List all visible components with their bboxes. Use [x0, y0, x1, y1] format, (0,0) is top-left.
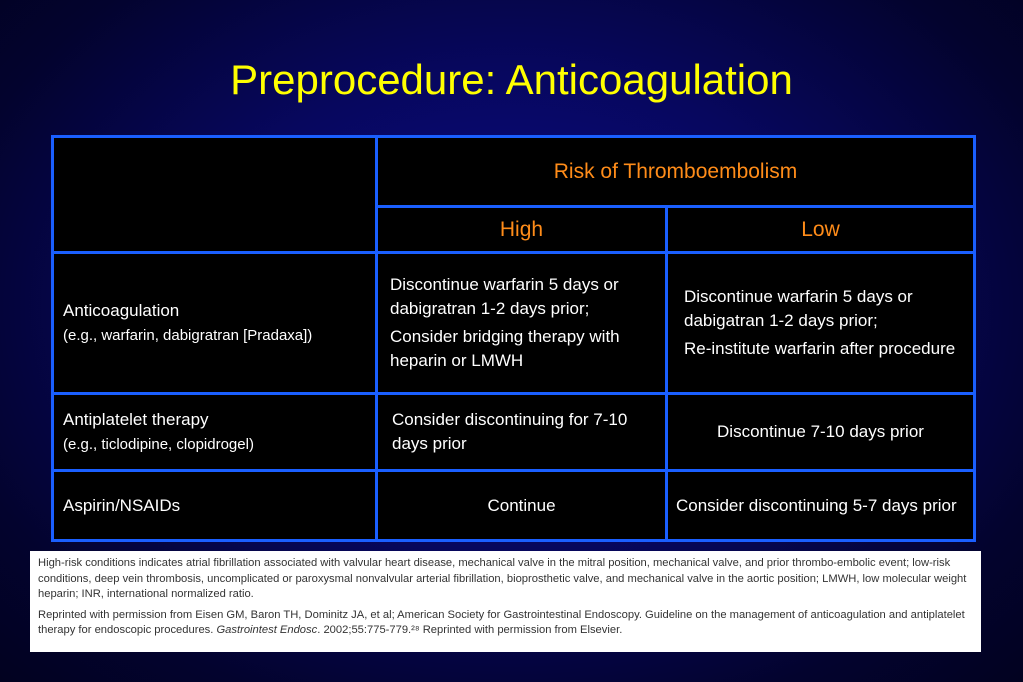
row-label-cell: [53, 471, 377, 541]
high-column-header: High: [377, 207, 667, 253]
cell-paragraph: Discontinue 7-10 days prior: [717, 422, 924, 441]
cell-paragraph: Consider bridging therapy with heparin or LMWH: [390, 327, 620, 370]
low-column-header: Low: [667, 207, 975, 253]
cell-paragraph: Discontinue warfarin 5 days or dabigratran 1-2 days prior;: [390, 275, 619, 318]
high-risk-cell: [377, 471, 667, 541]
anticoagulation-table: [51, 135, 976, 542]
cell-paragraph: Discontinue warfarin 5 days or dabigatran 1-2 days prior;: [684, 287, 913, 330]
table-row-antiplatelet: [53, 394, 975, 471]
header-row-group: [53, 137, 975, 207]
row-sublabel: (e.g., warfarin, dabigratran [Pradaxa]): [63, 327, 313, 344]
row-label: Aspirin/NSAIDs: [63, 495, 181, 515]
row-label: Anticoagulation: [63, 301, 180, 320]
footnote-definitions: High-risk conditions indicates atrial fibrillation associated with valvular heart disease, mechanical valve in the mitral position, mechanical valve, and prior thrombo-embolic event; low-risk conditions, deep vein thrombosis, uncomplicated or paroxysmal nonvalvular arterial fibrillation, bioprosthetic valve, and mechanical valve in the aortic position; LMWH, low molecular weight heparin; INR, international normalized ratio.: [38, 557, 967, 600]
row-label-cell: [53, 253, 377, 394]
row-label: Antiplatelet therapy: [63, 410, 209, 429]
table-row-anticoagulation: [53, 253, 975, 394]
row-label-cell: [53, 394, 377, 471]
low-risk-cell: [667, 471, 975, 541]
blank-corner-cell: [53, 137, 377, 253]
cell-paragraph: Continue: [487, 495, 556, 515]
citation-text: Reprinted with permission from Eisen GM, Baron TH, Dominitz JA, et al; American Society for Gastrointestinal Endoscopy. Guideline on the management of anticoagulation and antiplatelet therapy for endoscopic procedures.: [38, 608, 965, 636]
footnote-box: [30, 551, 981, 652]
low-risk-cell: [667, 394, 975, 471]
citation-journal: Gastrointest Endosc: [216, 624, 318, 636]
cell-paragraph: Re-institute warfarin after procedure: [684, 339, 956, 358]
slide-title: Preprocedure: Anticoagulation: [230, 56, 793, 103]
table-row-aspirin: [53, 471, 975, 541]
high-risk-cell: [377, 394, 667, 471]
cell-paragraph: Consider discontinuing 5-7 days prior: [676, 495, 957, 515]
risk-of-thromboembolism-header: Risk of Thromboembolism: [377, 137, 975, 207]
low-risk-cell: [667, 253, 975, 394]
cell-paragraph: Consider discontinuing for 7-10 days prior: [392, 410, 628, 453]
row-sublabel: (e.g., ticlodipine, clopidrogel): [63, 436, 254, 453]
high-risk-cell: [377, 253, 667, 394]
footnote-citation: [38, 608, 967, 639]
citation-end: . 2002;55:775-779.²⁸ Reprinted with permission from Elsevier.: [317, 624, 623, 636]
